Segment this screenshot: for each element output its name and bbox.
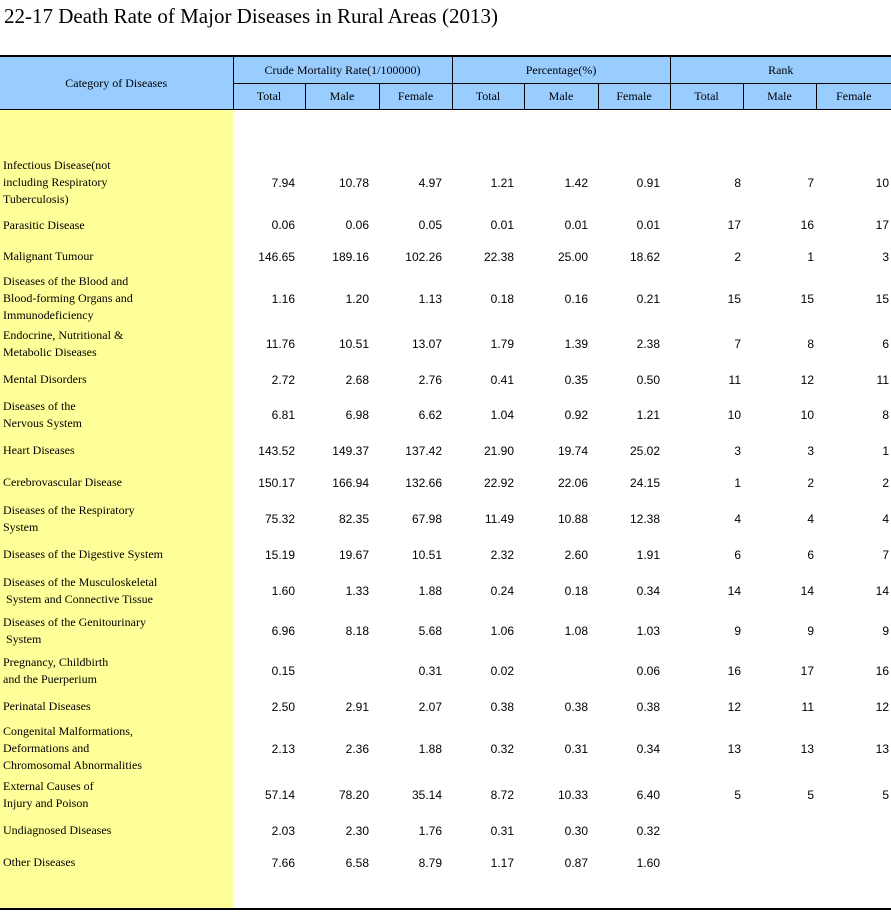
page-title: 22-17 Death Rate of Major Diseases in Rural Areas (2013) bbox=[4, 4, 498, 28]
category-line: Malignant Tumour bbox=[3, 249, 94, 263]
disease-category-cell bbox=[0, 396, 233, 435]
rank-total-cell: 12 bbox=[727, 699, 741, 714]
percentage-male-cell: 0.92 bbox=[564, 408, 588, 422]
mortality-male-cell: 78.20 bbox=[338, 787, 369, 802]
rank-female-cell: 6 bbox=[882, 337, 890, 351]
mortality-female-cell: 102.26 bbox=[405, 249, 442, 264]
rank-female-cell: 17 bbox=[875, 218, 890, 232]
percentage-male-cell: 0.01 bbox=[564, 218, 588, 232]
mortality-total-cell: 150.17 bbox=[258, 475, 295, 490]
percentage-female-cell: 24.15 bbox=[629, 475, 660, 490]
percentage-total-cell: 1.79 bbox=[490, 337, 514, 351]
table-row bbox=[0, 775, 891, 815]
mortality-male-cell: 149.37 bbox=[332, 443, 369, 458]
table-row bbox=[0, 499, 891, 539]
percentage-female-cell: 12.38 bbox=[629, 511, 660, 526]
mortality-female-cell: 1.88 bbox=[418, 741, 442, 756]
category-line: Congenital Malformations, bbox=[3, 724, 133, 738]
mortality-male-cell: 2.36 bbox=[345, 741, 369, 756]
percentage-total-cell: 1.21 bbox=[490, 175, 514, 190]
category-line: System bbox=[3, 519, 39, 534]
percentage-total-cell: 0.32 bbox=[490, 741, 514, 756]
percentage-total-cell: 0.02 bbox=[490, 663, 514, 678]
disease-death-rate-table bbox=[0, 55, 891, 910]
mortality-total-cell: 15.19 bbox=[264, 547, 295, 562]
percentage-total-cell: 2.32 bbox=[490, 547, 514, 562]
table-row bbox=[0, 651, 891, 691]
disease-category-cell bbox=[0, 241, 233, 273]
mortality-female-cell: 10.51 bbox=[411, 547, 442, 562]
category-line: Deformations and bbox=[3, 741, 90, 755]
mortality-male-cell: 1.33 bbox=[345, 583, 369, 598]
table-row bbox=[0, 539, 891, 571]
rank-total-cell: 11 bbox=[728, 372, 741, 387]
rank-female-cell: 11 bbox=[876, 372, 890, 387]
rank-total-cell: 4 bbox=[734, 511, 741, 526]
disease-category-cell bbox=[0, 691, 233, 723]
rank-total-cell: 14 bbox=[727, 583, 741, 598]
percentage-total-cell: 1.04 bbox=[490, 408, 514, 422]
spacer-row bbox=[0, 879, 891, 909]
category-line: Pregnancy, Childbirth bbox=[3, 654, 109, 669]
category-line: Diseases of the Musculoskeletal bbox=[3, 574, 158, 589]
percentage-total-cell: 0.18 bbox=[490, 291, 514, 306]
percentage-female-cell: 6.40 bbox=[636, 787, 660, 802]
sub-header-rank-male: Male bbox=[743, 84, 816, 110]
rank-female-cell bbox=[816, 815, 891, 847]
disease-category-cell bbox=[0, 210, 233, 241]
rank-female-cell: 12 bbox=[875, 699, 890, 714]
mortality-female-cell: 1.88 bbox=[418, 583, 442, 598]
percentage-total-cell: 1.17 bbox=[490, 855, 514, 870]
rank-female-cell: 10 bbox=[875, 175, 890, 190]
category-line: and the Puerperium bbox=[3, 671, 97, 686]
category-line: Cerebrovascular Disease bbox=[3, 475, 122, 489]
percentage-male-cell: 0.35 bbox=[564, 372, 588, 387]
rank-male-cell: 10 bbox=[800, 408, 814, 422]
rank-female-cell: 9 bbox=[882, 623, 890, 638]
percentage-total-cell: 21.90 bbox=[483, 443, 514, 458]
rank-female-cell: 7 bbox=[882, 547, 890, 562]
mortality-male-cell: 19.67 bbox=[338, 547, 369, 562]
percentage-total-cell: 22.92 bbox=[483, 475, 514, 490]
rank-male-cell: 5 bbox=[807, 787, 814, 802]
spacer-cell bbox=[233, 879, 891, 909]
rank-male-cell: 9 bbox=[807, 623, 814, 638]
rank-female-cell bbox=[816, 847, 891, 879]
sub-header-mortality-female: Female bbox=[379, 84, 452, 110]
disease-category-cell bbox=[0, 651, 233, 691]
spacer-cell bbox=[233, 110, 891, 138]
percentage-total-cell: 22.38 bbox=[483, 249, 514, 264]
group-header-rank: Rank bbox=[670, 56, 891, 84]
sub-header-percentage-total: Total bbox=[452, 84, 524, 110]
mortality-male-cell: 1.20 bbox=[345, 291, 369, 306]
sub-header-percentage-female: Female bbox=[598, 84, 670, 110]
rank-male-cell: 7 bbox=[807, 175, 814, 190]
category-line: Perinatal Diseases bbox=[3, 699, 91, 713]
mortality-total-cell: 146.65 bbox=[258, 249, 295, 264]
table-row bbox=[0, 138, 891, 210]
percentage-male-cell bbox=[524, 651, 598, 691]
table-row bbox=[0, 847, 891, 879]
category-line: Heart Diseases bbox=[3, 443, 75, 457]
mortality-total-cell: 7.66 bbox=[271, 855, 295, 870]
rank-total-cell: 3 bbox=[734, 443, 741, 458]
rank-male-cell: 13 bbox=[800, 741, 814, 756]
mortality-female-cell: 5.68 bbox=[418, 623, 442, 638]
mortality-female-cell: 6.62 bbox=[418, 408, 442, 422]
disease-category-cell bbox=[0, 499, 233, 539]
mortality-total-cell: 1.60 bbox=[271, 583, 295, 598]
category-line: Metabolic Diseases bbox=[3, 345, 97, 359]
mortality-female-cell: 8.79 bbox=[418, 855, 442, 870]
spacer-cell bbox=[0, 110, 233, 138]
rank-female-cell: 4 bbox=[882, 511, 890, 526]
rank-male-cell: 14 bbox=[800, 583, 814, 598]
rank-female-cell: 5 bbox=[882, 787, 890, 802]
percentage-female-cell: 0.34 bbox=[636, 583, 660, 598]
mortality-total-cell: 2.13 bbox=[271, 741, 295, 756]
category-line: Diseases of the bbox=[3, 399, 76, 413]
disease-category-cell bbox=[0, 775, 233, 815]
percentage-female-cell: 1.60 bbox=[636, 855, 660, 870]
mortality-total-cell: 0.15 bbox=[271, 663, 295, 678]
rank-female-cell: 14 bbox=[875, 583, 890, 598]
table-row bbox=[0, 396, 891, 435]
table-row bbox=[0, 273, 891, 325]
rank-male-cell: 16 bbox=[800, 218, 814, 232]
disease-category-cell bbox=[0, 847, 233, 879]
percentage-total-cell: 0.01 bbox=[490, 218, 514, 232]
percentage-female-cell: 1.91 bbox=[636, 547, 660, 562]
rank-total-cell: 10 bbox=[727, 408, 741, 422]
rank-total-cell: 7 bbox=[734, 337, 741, 351]
disease-category-cell bbox=[0, 815, 233, 847]
table-row bbox=[0, 611, 891, 651]
rank-total-cell: 13 bbox=[727, 741, 741, 756]
category-line: Diseases of the Blood and bbox=[3, 274, 129, 288]
percentage-total-cell: 1.06 bbox=[490, 623, 514, 638]
rank-total-cell: 2 bbox=[734, 249, 741, 264]
mortality-male-cell: 166.94 bbox=[332, 475, 369, 490]
percentage-male-cell: 1.08 bbox=[564, 623, 588, 638]
percentage-female-cell: 1.03 bbox=[636, 623, 660, 638]
percentage-total-cell: 0.38 bbox=[490, 699, 514, 714]
rank-male-cell: 15 bbox=[800, 291, 814, 306]
percentage-female-cell: 1.21 bbox=[636, 408, 660, 422]
mortality-total-cell: 57.14 bbox=[264, 787, 295, 802]
percentage-male-cell: 0.31 bbox=[564, 741, 588, 756]
disease-category-cell bbox=[0, 611, 233, 651]
sub-header-percentage-male: Male bbox=[524, 84, 598, 110]
rank-total-cell bbox=[670, 815, 743, 847]
percentage-male-cell: 1.42 bbox=[564, 175, 588, 190]
disease-category-cell bbox=[0, 138, 233, 210]
disease-category-cell bbox=[0, 571, 233, 611]
rank-female-cell: 13 bbox=[875, 741, 890, 756]
percentage-female-cell: 0.06 bbox=[636, 663, 660, 678]
percentage-total-cell: 8.72 bbox=[490, 787, 514, 802]
mortality-total-cell: 143.52 bbox=[258, 443, 295, 458]
category-line: Immunodeficiency bbox=[3, 308, 94, 322]
rank-total-cell: 1 bbox=[734, 475, 741, 490]
sub-header-rank-female: Female bbox=[816, 84, 891, 110]
mortality-female-cell: 0.31 bbox=[418, 663, 442, 678]
rank-total-cell bbox=[670, 847, 743, 879]
mortality-male-cell: 10.78 bbox=[338, 175, 369, 190]
rank-female-cell: 1 bbox=[882, 443, 890, 458]
percentage-female-cell: 25.02 bbox=[629, 443, 660, 458]
category-line: Undiagnosed Diseases bbox=[3, 823, 112, 837]
table-row bbox=[0, 467, 891, 499]
category-line: External Causes of bbox=[3, 778, 94, 793]
category-line: Mental Disorders bbox=[3, 372, 87, 386]
mortality-male-cell: 82.35 bbox=[338, 511, 369, 526]
percentage-male-cell: 1.39 bbox=[564, 337, 588, 351]
percentage-female-cell: 0.01 bbox=[636, 218, 660, 232]
mortality-female-cell: 0.05 bbox=[418, 218, 442, 232]
table-row bbox=[0, 241, 891, 273]
percentage-male-cell: 0.87 bbox=[564, 855, 588, 870]
sub-header-mortality-total: Total bbox=[233, 84, 305, 110]
rank-total-cell: 5 bbox=[734, 787, 741, 802]
category-header: Category of Diseases bbox=[0, 56, 233, 110]
spacer-cell bbox=[0, 879, 233, 909]
rank-female-cell: 16 bbox=[875, 663, 890, 678]
percentage-female-cell: 18.62 bbox=[629, 249, 660, 264]
mortality-male-cell bbox=[305, 651, 379, 691]
mortality-female-cell: 1.76 bbox=[418, 823, 442, 838]
disease-category-cell bbox=[0, 467, 233, 499]
mortality-male-cell: 6.58 bbox=[345, 855, 369, 870]
category-line: Tuberculosis) bbox=[3, 192, 69, 206]
rank-female-cell: 3 bbox=[882, 249, 890, 264]
rank-male-cell: 3 bbox=[807, 443, 814, 458]
rank-male-cell: 2 bbox=[807, 475, 814, 490]
percentage-male-cell: 10.88 bbox=[557, 511, 588, 526]
mortality-male-cell: 2.30 bbox=[345, 823, 369, 838]
disease-category-cell bbox=[0, 325, 233, 364]
percentage-male-cell: 19.74 bbox=[557, 443, 588, 458]
rank-male-cell bbox=[743, 847, 816, 879]
table-row bbox=[0, 723, 891, 775]
percentage-male-cell: 0.38 bbox=[564, 699, 588, 714]
group-header-mortality: Crude Mortality Rate(1/100000) bbox=[233, 56, 452, 84]
percentage-female-cell: 0.50 bbox=[636, 372, 660, 387]
category-line: Diseases of the Respiratory bbox=[3, 502, 135, 517]
percentage-female-cell: 0.34 bbox=[636, 741, 660, 756]
mortality-total-cell: 75.32 bbox=[264, 511, 295, 526]
rank-female-cell: 15 bbox=[875, 291, 890, 306]
percentage-total-cell: 0.24 bbox=[490, 583, 514, 598]
sub-header-rank-total: Total bbox=[670, 84, 743, 110]
mortality-male-cell: 2.68 bbox=[345, 372, 369, 387]
rank-total-cell: 17 bbox=[727, 218, 741, 232]
category-line: System bbox=[3, 631, 42, 646]
table-row bbox=[0, 435, 891, 467]
table-body bbox=[0, 110, 891, 909]
rank-male-cell: 17 bbox=[800, 663, 814, 678]
category-line: Blood-forming Organs and bbox=[3, 291, 133, 305]
spacer-row bbox=[0, 110, 891, 138]
rank-total-cell: 9 bbox=[734, 623, 741, 638]
mortality-female-cell: 137.42 bbox=[405, 443, 442, 458]
disease-category-cell bbox=[0, 364, 233, 396]
group-header-percentage: Percentage(%) bbox=[452, 56, 670, 84]
category-line: Other Diseases bbox=[3, 855, 76, 869]
percentage-male-cell: 22.06 bbox=[557, 475, 588, 490]
percentage-total-cell: 11.49 bbox=[484, 511, 514, 526]
table-header bbox=[0, 56, 891, 110]
percentage-male-cell: 0.18 bbox=[564, 583, 588, 598]
mortality-total-cell: 6.96 bbox=[271, 623, 295, 638]
mortality-total-cell: 2.50 bbox=[271, 699, 295, 714]
rank-male-cell: 12 bbox=[800, 372, 814, 387]
disease-category-cell bbox=[0, 273, 233, 325]
mortality-female-cell: 132.66 bbox=[405, 475, 442, 490]
table-row bbox=[0, 325, 891, 364]
percentage-female-cell: 0.38 bbox=[636, 699, 660, 714]
disease-category-cell bbox=[0, 539, 233, 571]
rank-total-cell: 8 bbox=[734, 175, 741, 190]
table-row bbox=[0, 364, 891, 396]
mortality-total-cell: 6.81 bbox=[271, 408, 295, 422]
table-row bbox=[0, 210, 891, 241]
mortality-female-cell: 4.97 bbox=[418, 175, 442, 190]
mortality-female-cell: 67.98 bbox=[411, 511, 442, 526]
category-line: including Respiratory bbox=[3, 175, 108, 189]
table-row bbox=[0, 571, 891, 611]
mortality-female-cell: 13.07 bbox=[411, 337, 442, 351]
mortality-male-cell: 189.16 bbox=[332, 249, 369, 264]
rank-male-cell: 6 bbox=[807, 547, 814, 562]
category-line: System and Connective Tissue bbox=[3, 591, 154, 606]
category-line: Endocrine, Nutritional & bbox=[3, 328, 124, 342]
mortality-female-cell: 1.13 bbox=[418, 291, 442, 306]
mortality-male-cell: 10.51 bbox=[338, 337, 369, 351]
category-line: Diseases of the Digestive System bbox=[3, 547, 163, 561]
rank-total-cell: 15 bbox=[727, 291, 741, 306]
mortality-total-cell: 0.06 bbox=[271, 218, 295, 232]
rank-male-cell: 11 bbox=[801, 699, 814, 714]
percentage-male-cell: 0.30 bbox=[564, 823, 588, 838]
rank-female-cell: 8 bbox=[882, 408, 890, 422]
category-line: Parasitic Disease bbox=[3, 217, 85, 232]
mortality-male-cell: 6.98 bbox=[345, 408, 369, 422]
percentage-male-cell: 25.00 bbox=[557, 249, 588, 264]
disease-category-cell bbox=[0, 723, 233, 775]
mortality-total-cell: 1.16 bbox=[271, 291, 295, 306]
table-row bbox=[0, 691, 891, 723]
percentage-female-cell: 0.21 bbox=[636, 291, 660, 306]
mortality-female-cell: 2.76 bbox=[418, 372, 442, 387]
mortality-total-cell: 11.76 bbox=[265, 337, 295, 351]
percentage-total-cell: 0.31 bbox=[490, 823, 514, 838]
mortality-total-cell: 2.72 bbox=[271, 372, 295, 387]
rank-male-cell: 4 bbox=[807, 511, 814, 526]
mortality-female-cell: 35.14 bbox=[411, 787, 442, 802]
percentage-male-cell: 10.33 bbox=[557, 787, 588, 802]
rank-male-cell bbox=[743, 815, 816, 847]
percentage-female-cell: 0.32 bbox=[636, 823, 660, 838]
rank-total-cell: 6 bbox=[734, 547, 741, 562]
percentage-female-cell: 0.91 bbox=[636, 175, 660, 190]
rank-female-cell: 2 bbox=[882, 475, 890, 490]
percentage-male-cell: 0.16 bbox=[564, 291, 588, 306]
mortality-total-cell: 2.03 bbox=[271, 823, 295, 838]
category-line: Infectious Disease(not bbox=[3, 158, 111, 172]
sub-header-mortality-male: Male bbox=[305, 84, 379, 110]
mortality-male-cell: 2.91 bbox=[345, 699, 369, 714]
category-line: Nervous System bbox=[3, 416, 82, 430]
percentage-male-cell: 2.60 bbox=[564, 547, 588, 562]
mortality-total-cell: 7.94 bbox=[271, 175, 295, 190]
category-line: Chromosomal Abnormalities bbox=[3, 758, 142, 772]
table-row bbox=[0, 815, 891, 847]
mortality-male-cell: 0.06 bbox=[345, 218, 369, 232]
rank-male-cell: 1 bbox=[807, 249, 814, 264]
mortality-female-cell: 2.07 bbox=[418, 699, 442, 714]
percentage-female-cell: 2.38 bbox=[636, 337, 660, 351]
category-line: Injury and Poison bbox=[3, 795, 89, 810]
mortality-male-cell: 8.18 bbox=[345, 623, 369, 638]
rank-male-cell: 8 bbox=[807, 337, 814, 351]
disease-category-cell bbox=[0, 435, 233, 467]
rank-total-cell: 16 bbox=[727, 663, 741, 678]
category-line: Diseases of the Genitourinary bbox=[3, 614, 146, 629]
percentage-total-cell: 0.41 bbox=[490, 372, 514, 387]
